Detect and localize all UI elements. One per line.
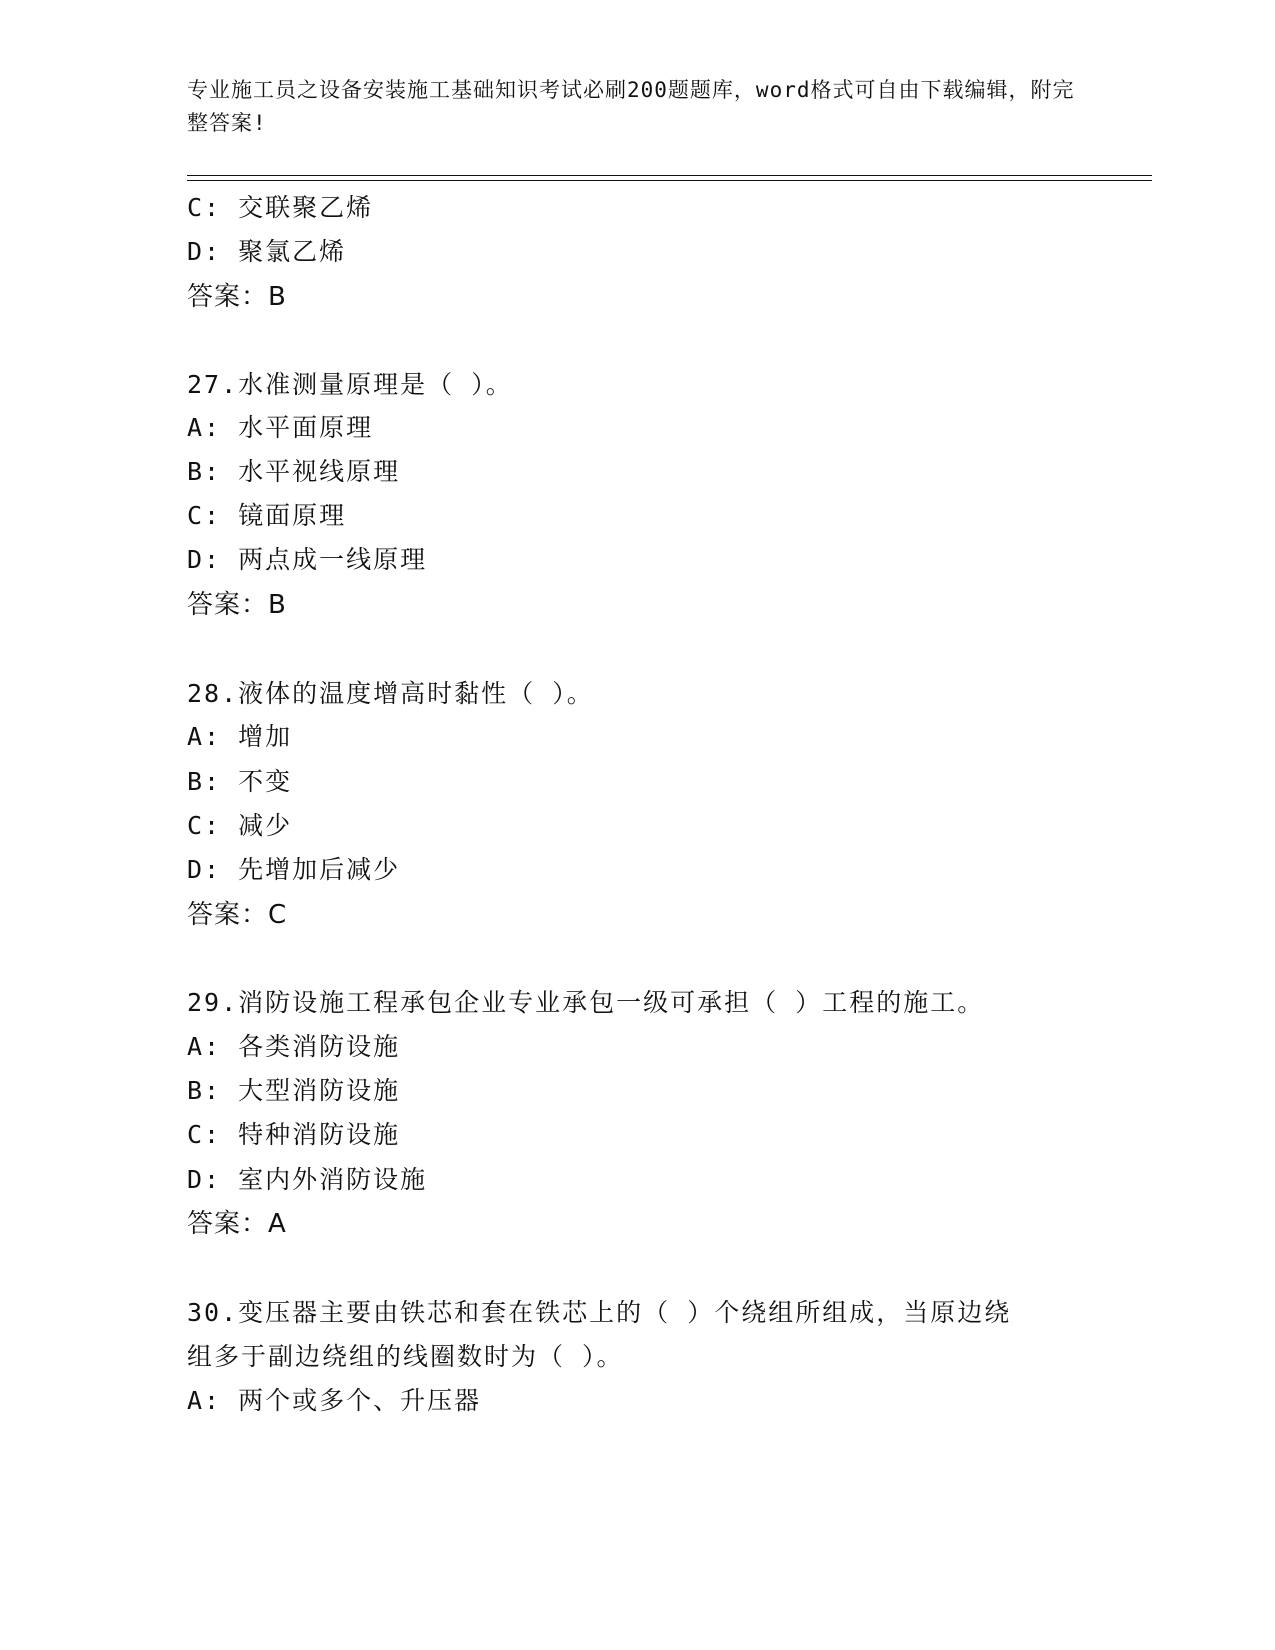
option-c: C: 镜面原理: [187, 501, 347, 530]
option-b: B: 大型消防设施: [187, 1076, 401, 1105]
option-a: A: 增加: [187, 722, 293, 751]
option-b: B: 水平视线原理: [187, 457, 401, 486]
option-b: B: 不变: [187, 767, 293, 796]
option-c: C: 交联聚乙烯: [187, 193, 374, 222]
question-stem: 29.消防设施工程承包企业专业承包一级可承担（ ）工程的施工。: [187, 988, 985, 1017]
answer-line: 答案：B: [187, 282, 287, 312]
header-divider-bottom: [187, 180, 1152, 181]
option-c: C: 特种消防设施: [187, 1120, 401, 1149]
answer-line: 答案：B: [187, 590, 287, 620]
option-a: A: 两个或多个、升压器: [187, 1386, 482, 1415]
option-d: D: 先增加后减少: [187, 855, 401, 884]
document-header: 专业施工员之设备安装施工基础知识考试必刷200题题库，word格式可自由下载编辑，附完整答案!: [187, 78, 1075, 135]
question-stem: 30.变压器主要由铁芯和套在铁芯上的（ ）个绕组所组成，当原边绕: [187, 1298, 1012, 1327]
header-divider-top: [187, 175, 1152, 176]
option-d: D: 聚氯乙烯: [187, 237, 347, 266]
option-d: D: 两点成一线原理: [187, 545, 428, 574]
question-stem: 28.液体的温度增高时黏性（ ）。: [187, 679, 594, 708]
option-a: A: 各类消防设施: [187, 1032, 401, 1061]
option-a: A: 水平面原理: [187, 413, 374, 442]
answer-line: 答案：A: [187, 1209, 287, 1239]
question-stem: 27.水准测量原理是（ ）。: [187, 370, 513, 399]
question-stem-continued: 组多于副边绕组的线圈数时为（ ）。: [187, 1342, 624, 1371]
option-d: D: 室内外消防设施: [187, 1165, 428, 1194]
answer-line: 答案：C: [187, 900, 288, 930]
option-c: C: 减少: [187, 811, 293, 840]
